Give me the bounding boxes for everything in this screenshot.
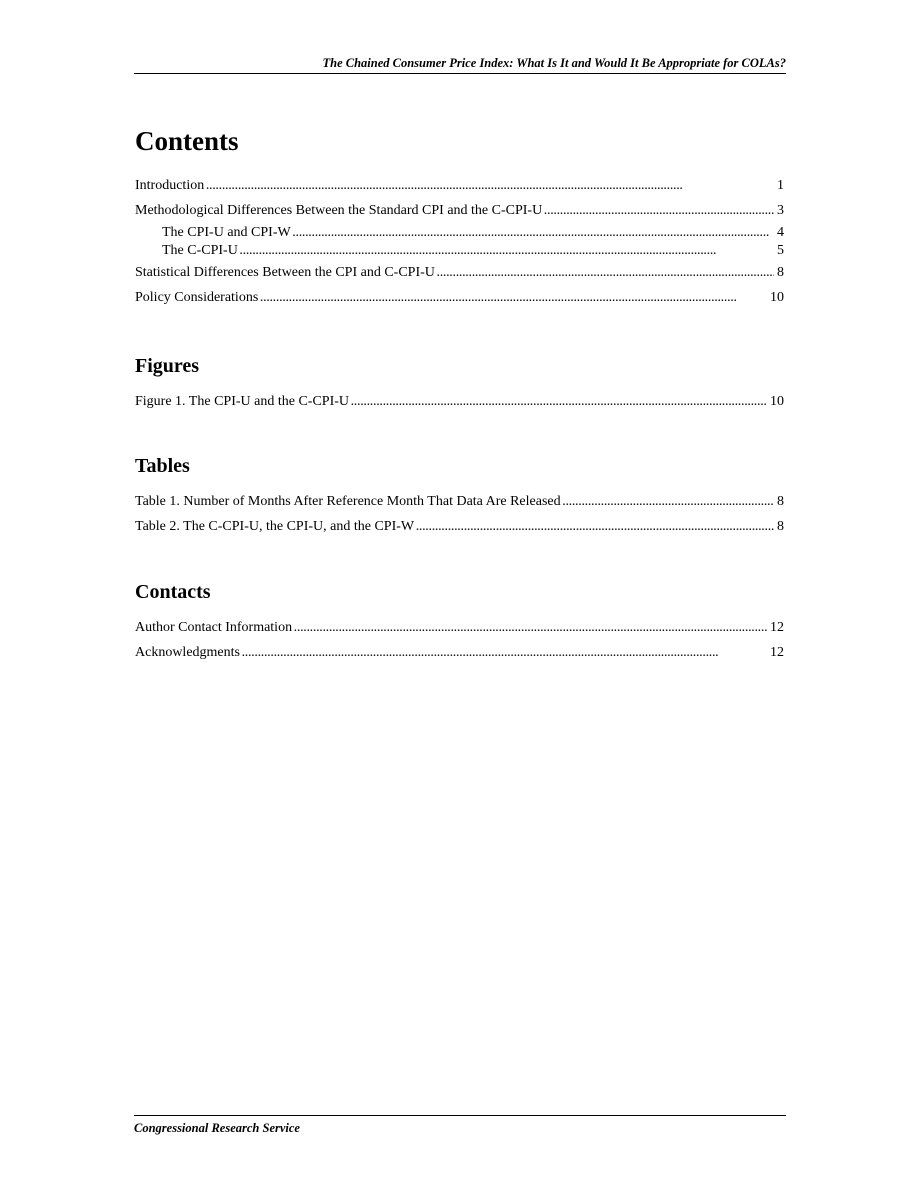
dot-leader [292, 620, 769, 635]
toc-entry-page: 12 [767, 644, 784, 662]
contacts-title: Contacts [135, 581, 211, 603]
tables-title: Tables [135, 455, 190, 477]
figures-list [135, 393, 784, 411]
toc-entry-label: Introduction [135, 178, 205, 193]
contacts-list [135, 619, 784, 662]
figures-title: Figures [135, 355, 200, 377]
dot-leader [542, 203, 784, 218]
toc-entry-label: Policy Considerations [135, 290, 259, 305]
contents-title: Contents [135, 126, 239, 156]
toc-entry-label: Statistical Differences Between the CPI and C-CPI-U [135, 265, 435, 280]
dot-leader [561, 494, 784, 509]
toc-entry-label: Table 1. Number of Months After Reference Month That Data Are Released [135, 494, 561, 509]
toc-entry-page: 3 [774, 202, 784, 220]
dot-leader [204, 178, 681, 193]
toc-entry-label: Author Contact Information [135, 620, 293, 635]
toc-entry-statistical-differences[interactable] [135, 264, 784, 282]
toc-entry-label: Methodological Differences Between the Standard CPI and the C-CPI-U [135, 203, 543, 218]
toc-entry-page: 1 [774, 177, 784, 195]
running-header: The Chained Consumer Price Index: What Is It and Would It Be Appropriate for COLAs? [134, 56, 786, 74]
tables-list [135, 493, 784, 536]
dot-leader [435, 265, 784, 280]
toc-entry-label: The CPI-U and CPI-W [162, 225, 291, 240]
dot-leader [291, 225, 768, 240]
toc-entry-page: 5 [774, 242, 784, 260]
toc-entry-methodological-differences[interactable] [135, 202, 784, 220]
toc-entry-label: Figure 1. The CPI-U and the C-CPI-U [135, 394, 349, 409]
dot-leader [240, 645, 717, 660]
toc-entry-label: The C-CPI-U [162, 243, 238, 258]
toc-entry-page: 8 [774, 264, 784, 282]
toc-entry-page: 12 [767, 619, 784, 637]
toc-entry-table-2[interactable] [135, 518, 784, 536]
toc-entry-table-1[interactable] [135, 493, 784, 511]
toc-entry-page: 4 [774, 224, 784, 242]
toc-entry-page: 10 [767, 393, 784, 411]
dot-leader [258, 290, 735, 305]
toc-entry-page: 10 [767, 289, 784, 307]
toc-entry-c-cpi-u[interactable] [135, 242, 784, 260]
toc-entry-cpi-u-and-cpi-w[interactable] [135, 224, 784, 242]
toc-entry-acknowledgments[interactable] [135, 644, 784, 662]
toc-entry-introduction[interactable] [135, 177, 784, 195]
contents-list [135, 177, 784, 307]
running-footer: Congressional Research Service [134, 1115, 786, 1136]
toc-entry-page: 8 [774, 518, 784, 536]
toc-entry-label: Acknowledgments [135, 645, 240, 660]
dot-leader [349, 394, 784, 409]
dot-leader [238, 243, 715, 258]
toc-entry-page: 8 [774, 493, 784, 511]
dot-leader [414, 519, 784, 534]
toc-entry-figure-1[interactable] [135, 393, 784, 411]
toc-entry-author-contact[interactable] [135, 619, 784, 637]
toc-entry-label: Table 2. The C-CPI-U, the CPI-U, and the CPI-W [135, 519, 415, 534]
toc-entry-policy-considerations[interactable] [135, 289, 784, 307]
